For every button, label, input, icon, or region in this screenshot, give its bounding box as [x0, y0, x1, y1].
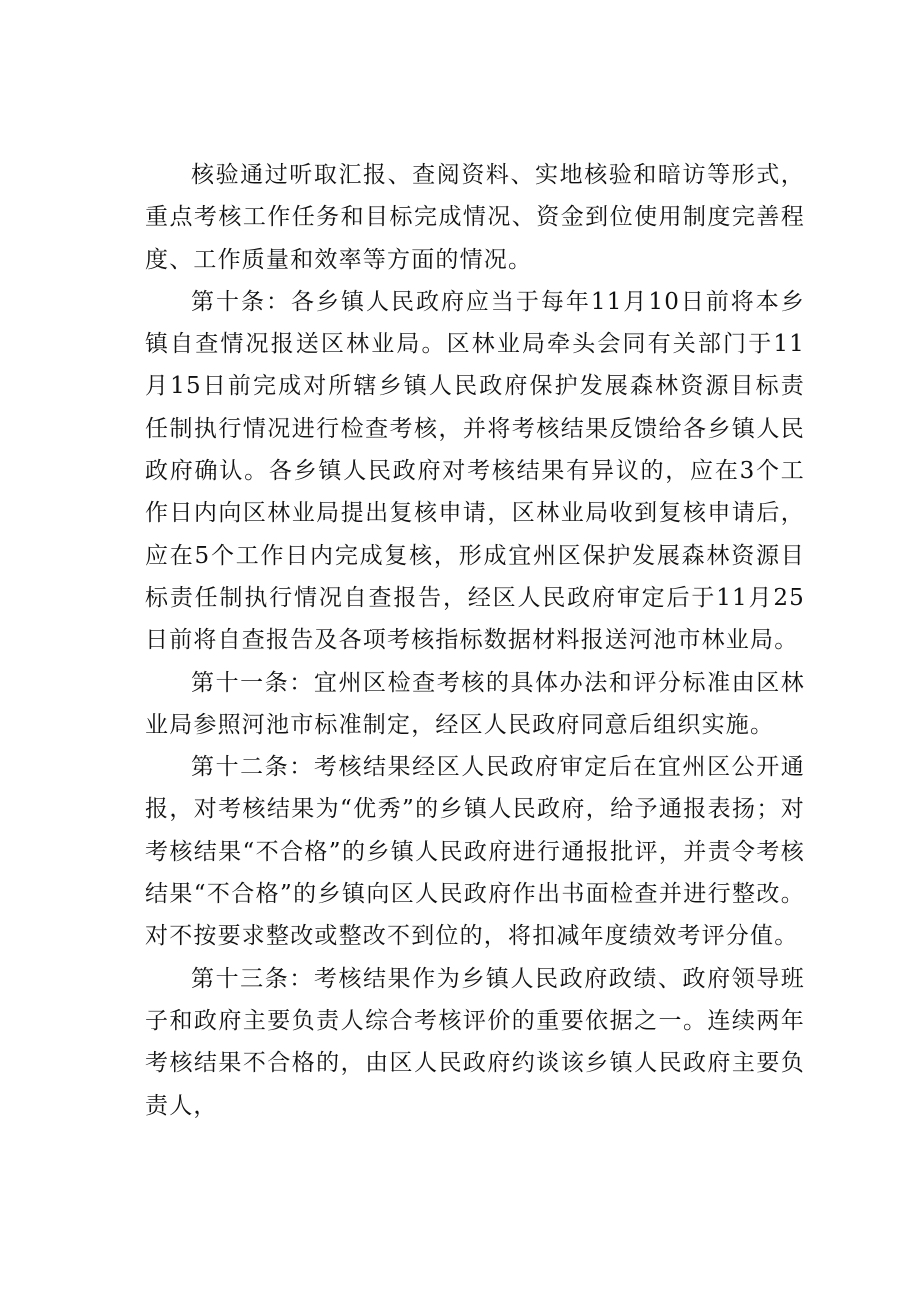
paragraph-article-11: 第十一条：宜州区检查考核的具体办法和评分标准由区林业局参照河池市标准制定，经区人民政府同意后组织实施。	[145, 669, 805, 738]
paragraph-article-12: 第十二条：考核结果经区人民政府审定后在宜州区公开通报，对考核结果为“优秀”的乡镇人民政府，给予通报表扬；对考核结果“不合格”的乡镇人民政府进行通报批评，并责令考核结果“不合格”的乡镇向区人民政府作出书面检查并进行整改。对不按要求整改或整改不到位的，将扣减年度绩效考评分值。	[145, 754, 805, 950]
document-body	[145, 154, 805, 1127]
paragraph-verification: 核验通过听取汇报、查阅资料、实地核验和暗访等形式，重点考核工作任务和目标完成情况、资金到位使用制度完善程度、工作质量和效率等方面的情况。	[145, 162, 805, 273]
paragraph-article-13: 第十三条：考核结果作为乡镇人民政府政绩、政府领导班子和政府主要负责人综合考核评价的重要依据之一。连续两年考核结果不合格的，由区人民政府约谈该乡镇人民政府主要负责人，	[145, 965, 805, 1119]
paragraph-article-10: 第十条：各乡镇人民政府应当于每年11月10日前将本乡镇自查情况报送区林业局。区林业局牵头会同有关部门于11月15日前完成对所辖乡镇人民政府保护发展森林资源目标责任制执行情况进行检查考核，并将考核结果反馈给各乡镇人民政府确认。各乡镇人民政府对考核结果有异议的，应在3个工作日内向区林业局提出复核申请，区林业局收到复核申请后，应在5个工作日内完成复核，形成宜州区保护发展森林资源目标责任制执行情况自查报告，经区人民政府审定后于11月25日前将自查报告及各项考核指标数据材料报送河池市林业局。	[145, 288, 805, 654]
